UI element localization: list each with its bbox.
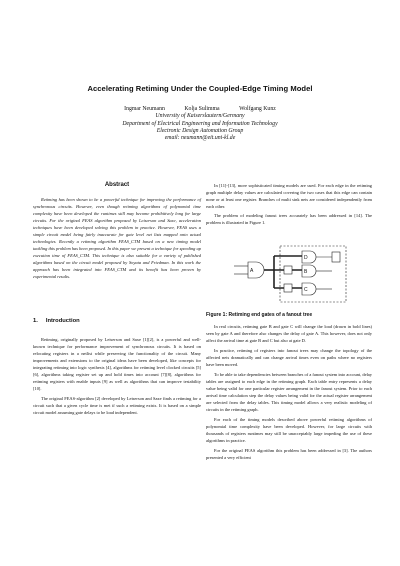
paragraph: In [11]-[13], more sophisticated timing models are used. For each edge in the retiming graph multiple delay values are calculated covering the two cases that this edge can contain none or at least one register. Branches of multi sink nets are considered independently from each other.: [206, 183, 372, 209]
right-column-top: [206, 182, 372, 228]
right-column-body: [206, 323, 372, 464]
paragraph: For each of the timing models described above powerful retiming algorithms of polynomial time complexity have been developed. However, for large circuits with thousands of registers runtimes may still be unacceptably large impeding the use of these algorithms in practice.: [206, 417, 372, 443]
introduction-text: [33, 336, 201, 419]
register-box: [284, 284, 292, 292]
register-box: [284, 266, 292, 274]
gate-label: A: [250, 268, 254, 274]
gate-label: D: [304, 255, 308, 261]
author-name: Kolja Sulimma: [184, 106, 220, 112]
gate-label: B: [304, 269, 308, 275]
section-number: 1.: [33, 318, 38, 324]
affiliation-line: Department of Electrical Engineering and Information Technology: [122, 120, 278, 127]
register-box: [332, 252, 340, 262]
abstract-heading: Abstract: [104, 182, 130, 188]
section-heading: [33, 318, 201, 324]
paragraph: For the original FEAS algorithm this problem has been addressed in [3]. The authors presented a very efficient: [206, 448, 372, 460]
author-name: Ingmar Neumann: [124, 106, 165, 112]
section-title: Introduction: [45, 318, 80, 324]
paragraph: The original FEAS-algorithm [2] developed by Leiserson and Saxe finds a retiming for a circuit such that a given cycle time is met if such a retiming exists. It is based on a simple circuit model assuming gate delays to be load independent.: [33, 396, 201, 415]
author-name: Wolfgang Kunz: [239, 106, 276, 112]
paragraph: In practice, retiming of registers into fanout trees may change the topology of the affected nets dramatically and can change arrival times even on paths where no registers have been moved.: [206, 348, 372, 367]
author-block: [20, 106, 380, 142]
paragraph: In real circuits, retiming gate B and gate C will change the load (drawn in bold lines) seen by gate A and therefore also changes the delay of gate A. This however, does not only affect the arrival time at gate B and C but also at gate D.: [206, 324, 372, 343]
affiliation-line: Electronic Design Automation Group: [156, 127, 244, 134]
paragraph: The problem of modeling fanout trees accurately has been addressed in [14]. The problem is illustrated in Figure 1.: [206, 213, 372, 225]
affiliation-line: University of Kaiserslautern/Germany: [155, 113, 245, 120]
paragraph: Retiming, originally proposed by Leiserson and Saxe [1][2], is a powerful and well-known technique for performance improvement of synchronous circuits. It is based on relocating registers in a netlist while preserving the functionality of the circuit. Many improvements and extensions to the original ideas have been developed, like concepts for integrating retiming into logic synthesis [4], algorithms for retiming level clocked circuits [5][6], algorithms taking register set up and hold times into account [7][8], algorithms for retiming registers with enable inputs [9] as well as algorithms that can improve testability [10].: [33, 337, 201, 391]
author-email: email: neumann@eit.uni-kl.de: [164, 135, 236, 142]
abstract-text: Retiming has been shown to be a powerful technique for improving the performance of synchronous circuits. However, even though retiming algorithms of polynomial time complexity have been developed the runtimes still may become prohibitively long for large circuits. For the original FEAS algorithm proposed by Leiserson and Saxe, acceleration techniques have been developed solving this problem in practice. However, FEAS uses a simple circuit model being fairly inaccurate for gate level net lists mapped onto actual technologies. Recently a retiming algorithm FEAS_CTM based on a new timing model tackling this problem has been proposed. In this paper we present a technique for speeding up execution time of FEAS_CTM. This technique is also suitable for a variety of published algorithms based on the circuit model proposed by Soyata and Friedman. In this work the approach has been integrated into FEAS_CTM and its benefit has been proven by experimental results.: [33, 197, 201, 279]
fanout-tree-figure: [232, 244, 348, 304]
paper-title: Accelerating Retiming Under the Coupled-Edge Timing Model: [87, 84, 313, 93]
paragraph: To be able to take dependencies between branches of a fanout system into account, delay tables are assigned to each edge in the retiming graph. Each table entry represents a delay value being valid for one particular register arrangement in the fanout system. Prior to each arrival time calculation step the delay values being valid for the actual register arrangement are selected from the delay tables. This timing model allows a very realistic modeling of circuits in the retiming graph.: [206, 372, 372, 412]
figure-caption: Figure 1: Retiming end gates of a fanout tree: [206, 312, 313, 318]
gate-label: C: [304, 287, 308, 293]
